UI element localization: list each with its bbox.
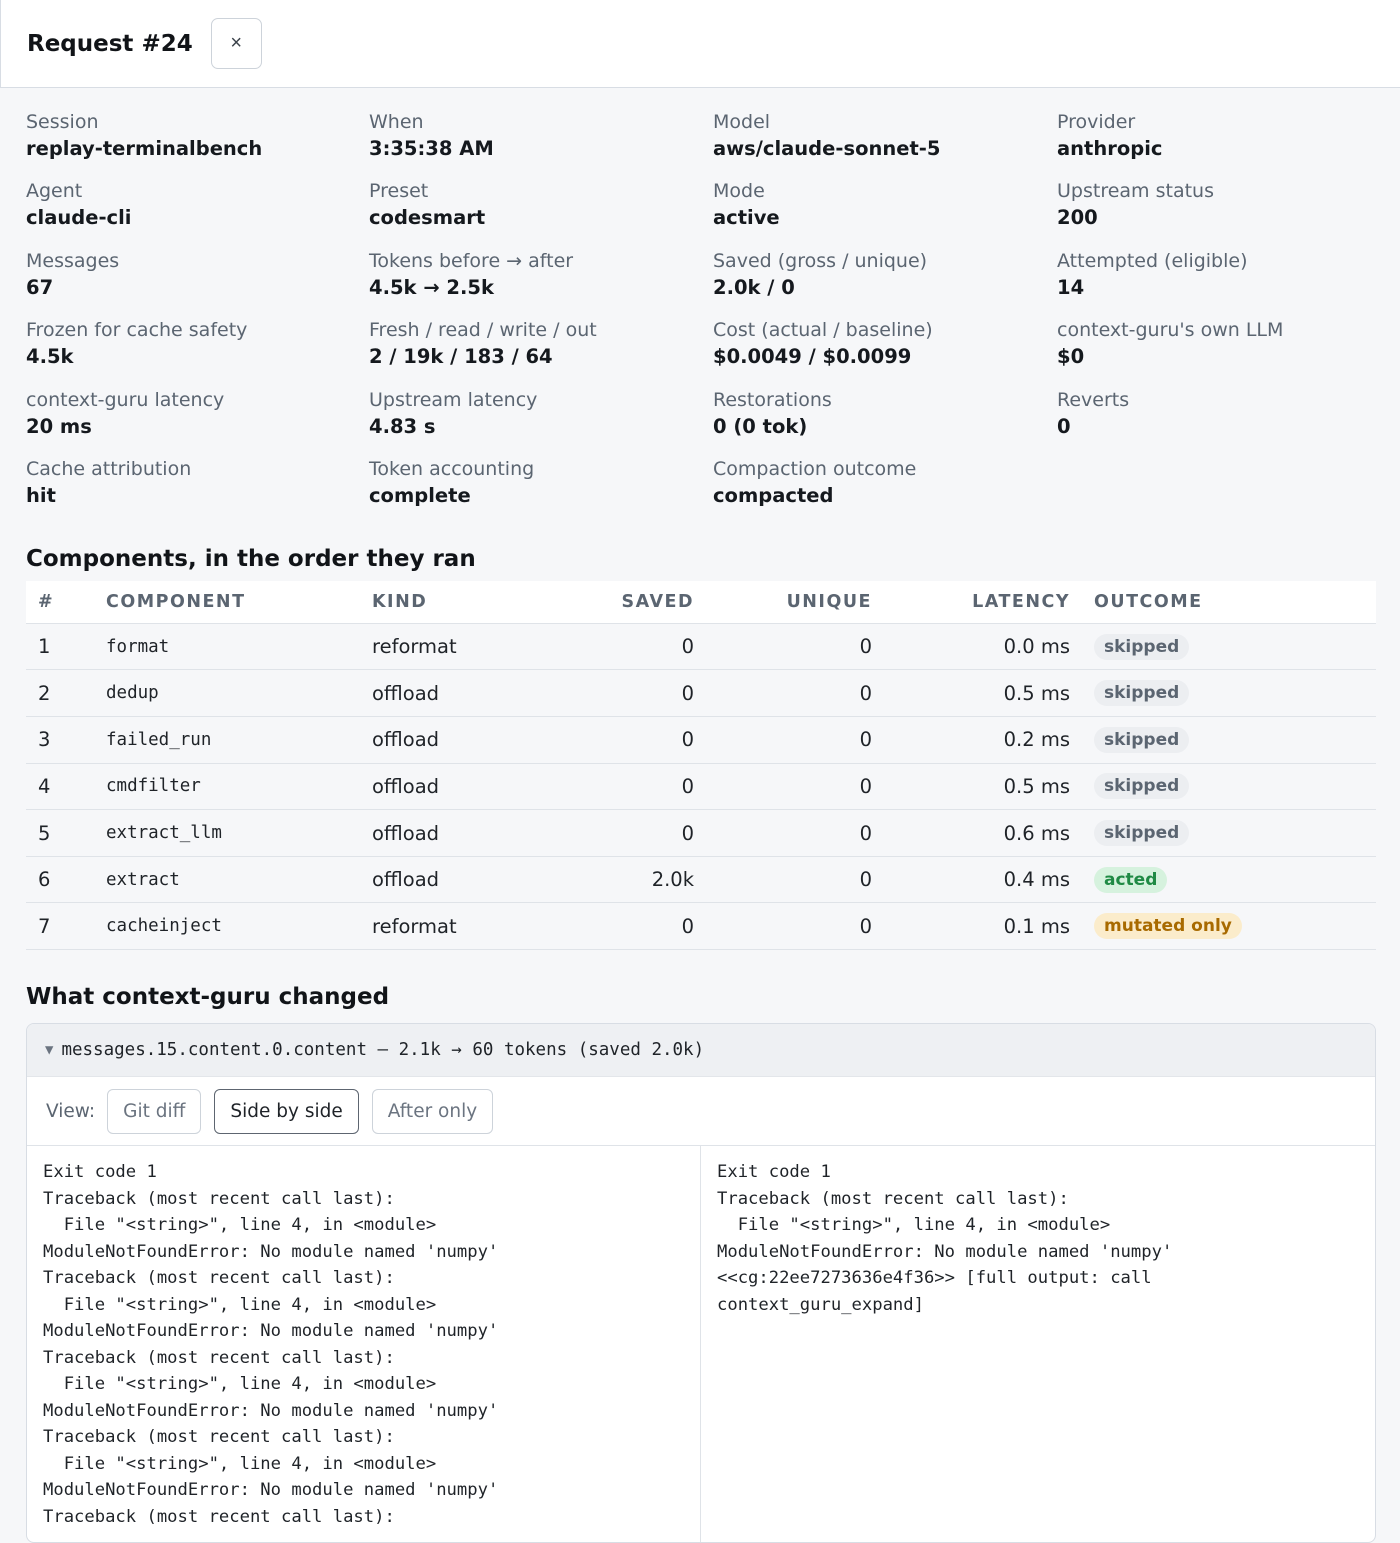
- table-row: [26, 623, 1376, 670]
- cell-saved: 2.0k: [552, 856, 694, 903]
- meta-value: 14: [1057, 275, 1085, 299]
- cell-component: format: [106, 623, 372, 670]
- meta-field: [1057, 249, 1377, 318]
- cell-outcome: [1070, 810, 1376, 857]
- meta-field: [369, 457, 713, 526]
- code-line: File "<string>", line 4, in <module>: [717, 1215, 1111, 1235]
- components-table: [26, 581, 1376, 950]
- meta-field: [369, 110, 713, 179]
- meta-value: 0: [1057, 414, 1071, 438]
- meta-label: Fresh / read / write / out: [369, 319, 597, 342]
- meta-field: [26, 110, 369, 179]
- cell-num: 1: [26, 623, 106, 670]
- meta-field: [713, 318, 1057, 387]
- cell-latency: 0.1 ms: [872, 903, 1070, 950]
- cell-saved: 0: [552, 810, 694, 857]
- meta-label: Restorations: [713, 388, 832, 411]
- header-unique: UNIQUE: [694, 581, 872, 623]
- cell-latency: 0.4 ms: [872, 856, 1070, 903]
- meta-value: 20 ms: [26, 414, 92, 438]
- header-component: COMPONENT: [106, 581, 372, 623]
- outcome-badge: acted: [1094, 867, 1167, 893]
- code-line: Traceback (most recent call last):: [43, 1506, 395, 1527]
- meta-label: Messages: [26, 249, 120, 272]
- header-num: #: [26, 581, 106, 623]
- code-line: Exit code 1: [717, 1162, 831, 1182]
- view-side-by-side-button[interactable]: Side by side: [214, 1089, 358, 1134]
- code-line: <<cg:22ee7273636e4f36>> [full output: call: [717, 1268, 1152, 1288]
- table-row: [26, 763, 1376, 810]
- cell-num: 2: [26, 670, 106, 717]
- code-line: Traceback (most recent call last):: [43, 1268, 395, 1288]
- cell-unique: 0: [694, 717, 872, 764]
- meta-label: Session: [26, 111, 99, 133]
- table-row: [26, 810, 1376, 857]
- code-line: ModuleNotFoundError: No module named 'numpy': [717, 1241, 1173, 1262]
- meta-field: [713, 457, 1057, 526]
- view-after-only-button[interactable]: After only: [372, 1089, 493, 1134]
- code-line: File "<string>", line 4, in <module>: [43, 1453, 437, 1474]
- cell-kind: offload: [372, 670, 552, 717]
- cell-saved: 0: [552, 903, 694, 950]
- cell-component: dedup: [106, 670, 372, 717]
- request-header: [0, 0, 1400, 88]
- meta-field: [369, 318, 713, 387]
- table-row: [26, 856, 1376, 903]
- cell-latency: 0.0 ms: [872, 623, 1070, 670]
- view-git-diff-button[interactable]: Git diff: [107, 1089, 201, 1134]
- meta-value: claude-cli: [26, 206, 132, 230]
- meta-label: Token accounting: [369, 457, 535, 480]
- cell-component: cacheinject: [106, 903, 372, 950]
- meta-label: Saved (gross / unique): [713, 249, 928, 272]
- code-line: File "<string>", line 4, in <module>: [43, 1374, 437, 1394]
- outcome-badge: skipped: [1094, 680, 1189, 706]
- cell-kind: offload: [372, 856, 552, 903]
- meta-field: [26, 318, 369, 387]
- cell-num: 5: [26, 810, 106, 857]
- diff-summary-toggle[interactable]: [27, 1024, 1375, 1077]
- meta-field: [1057, 318, 1377, 387]
- meta-label: Agent: [26, 180, 83, 203]
- meta-label: Attempted (eligible): [1057, 249, 1248, 272]
- cell-kind: offload: [372, 763, 552, 810]
- components-title: Components, in the order they ran: [26, 546, 476, 573]
- cell-outcome: [1070, 717, 1376, 764]
- meta-label: Model: [713, 111, 771, 133]
- close-button[interactable]: [211, 18, 262, 69]
- code-line: File "<string>", line 4, in <module>: [43, 1294, 437, 1315]
- outcome-badge: mutated only: [1094, 913, 1242, 939]
- cell-outcome: [1070, 763, 1376, 810]
- meta-field: [713, 388, 1057, 457]
- meta-field: [369, 179, 713, 248]
- meta-label: Cache attribution: [26, 457, 192, 480]
- code-line: Traceback (most recent call last):: [43, 1427, 395, 1447]
- table-row: [26, 717, 1376, 764]
- meta-field: [26, 249, 369, 318]
- view-label: View:: [46, 1100, 96, 1122]
- meta-label: Reverts: [1057, 388, 1130, 411]
- triangle-down-icon: ▼: [45, 1042, 54, 1058]
- cell-unique: 0: [694, 810, 872, 857]
- cell-unique: 0: [694, 903, 872, 950]
- cell-latency: 0.5 ms: [872, 763, 1070, 810]
- meta-field: [1057, 388, 1377, 457]
- code-line: ModuleNotFoundError: No module named 'numpy': [43, 1480, 499, 1500]
- header-saved: SAVED: [552, 581, 694, 623]
- code-line: Traceback (most recent call last):: [43, 1347, 395, 1368]
- outcome-badge: skipped: [1094, 773, 1189, 799]
- meta-field: [369, 388, 713, 457]
- outcome-badge: skipped: [1094, 727, 1189, 753]
- cell-unique: 0: [694, 856, 872, 903]
- cell-saved: 0: [552, 763, 694, 810]
- cell-kind: reformat: [372, 903, 552, 950]
- header-latency: LATENCY: [872, 581, 1070, 623]
- meta-label: Provider: [1057, 111, 1136, 133]
- cell-outcome: [1070, 856, 1376, 903]
- meta-value: 3:35:38 AM: [369, 137, 494, 160]
- cell-component: failed_run: [106, 717, 372, 764]
- cell-latency: 0.2 ms: [872, 717, 1070, 764]
- cell-num: 6: [26, 856, 106, 903]
- meta-value: complete: [369, 483, 471, 507]
- metadata-grid: [26, 88, 1376, 526]
- code-line: context_guru_expand]: [717, 1294, 924, 1315]
- meta-value: 4.5k: [26, 345, 74, 369]
- diff-summary-text: messages.15.content.0.content — 2.1k → 60 tokens (saved 2.0k): [61, 1040, 705, 1060]
- meta-value: replay-terminalbench: [26, 137, 263, 160]
- components-table-body: [26, 623, 1376, 949]
- meta-field: [369, 249, 713, 318]
- meta-value: hit: [26, 483, 56, 507]
- request-title: Request #24: [27, 30, 193, 57]
- meta-label: When: [369, 111, 424, 133]
- meta-value: $0: [1057, 345, 1085, 369]
- header-kind: KIND: [372, 581, 552, 623]
- code-line: ModuleNotFoundError: No module named 'numpy': [43, 1241, 499, 1262]
- meta-label: Upstream status: [1057, 180, 1214, 203]
- code-line: Traceback (most recent call last):: [717, 1188, 1069, 1209]
- meta-value: $0.0049 / $0.0099: [713, 345, 912, 369]
- header-outcome: OUTCOME: [1070, 581, 1376, 623]
- meta-value: codesmart: [369, 206, 486, 230]
- cell-latency: 0.6 ms: [872, 810, 1070, 857]
- meta-field: [713, 179, 1057, 248]
- cell-unique: 0: [694, 763, 872, 810]
- table-row: [26, 903, 1376, 950]
- table-row: [26, 670, 1376, 717]
- meta-label: context-guru's own LLM: [1057, 319, 1284, 342]
- meta-field: [713, 110, 1057, 179]
- meta-value: 0 (0 tok): [713, 414, 808, 438]
- meta-value: 67: [26, 275, 54, 299]
- meta-label: context-guru latency: [26, 388, 225, 411]
- cell-outcome: [1070, 623, 1376, 670]
- meta-value: 2.0k / 0: [713, 275, 795, 299]
- code-line: File "<string>", line 4, in <module>: [43, 1215, 437, 1235]
- meta-field: [713, 249, 1057, 318]
- meta-label: Compaction outcome: [713, 457, 917, 480]
- meta-label: Preset: [369, 180, 429, 203]
- meta-label: Cost (actual / baseline): [713, 319, 933, 342]
- meta-label: Mode: [713, 180, 765, 203]
- code-line: Exit code 1: [43, 1162, 157, 1182]
- code-line: ModuleNotFoundError: No module named 'numpy': [43, 1400, 499, 1421]
- close-icon: ×: [230, 32, 243, 54]
- meta-value: 2 / 19k / 183 / 64: [369, 345, 553, 369]
- cell-num: 4: [26, 763, 106, 810]
- diff-panes: [27, 1146, 1375, 1543]
- cell-kind: offload: [372, 717, 552, 764]
- cell-unique: 0: [694, 670, 872, 717]
- meta-value: aws/claude-sonnet-5: [713, 137, 941, 160]
- meta-label: Tokens before → after: [369, 249, 574, 272]
- cell-unique: 0: [694, 623, 872, 670]
- meta-field: [1057, 179, 1377, 248]
- outcome-badge: skipped: [1094, 820, 1189, 846]
- meta-value: 4.5k → 2.5k: [369, 275, 494, 299]
- cell-component: cmdfilter: [106, 763, 372, 810]
- cell-saved: 0: [552, 670, 694, 717]
- meta-value: active: [713, 206, 780, 230]
- changes-title: What context-guru changed: [26, 984, 390, 1010]
- meta-field: [1057, 110, 1377, 179]
- after-pane: [701, 1146, 1375, 1543]
- view-selector: [27, 1077, 1375, 1146]
- code-line: ModuleNotFoundError: No module named 'numpy': [43, 1321, 499, 1341]
- meta-value: 4.83 s: [369, 414, 436, 438]
- cell-component: extract: [106, 856, 372, 903]
- meta-field: [26, 457, 369, 526]
- meta-value: anthropic: [1057, 137, 1163, 160]
- cell-latency: 0.5 ms: [872, 670, 1070, 717]
- cell-kind: offload: [372, 810, 552, 857]
- cell-component: extract_llm: [106, 810, 372, 857]
- meta-value: 200: [1057, 206, 1098, 230]
- outcome-badge: skipped: [1094, 634, 1189, 660]
- diff-panel: [26, 1023, 1376, 1543]
- meta-label: Upstream latency: [369, 388, 538, 411]
- cell-outcome: [1070, 903, 1376, 950]
- request-details: [0, 88, 1400, 1543]
- cell-num: 7: [26, 903, 106, 950]
- cell-saved: 0: [552, 623, 694, 670]
- meta-field: [26, 388, 369, 457]
- meta-label: Frozen for cache safety: [26, 319, 248, 342]
- code-line: Traceback (most recent call last):: [43, 1188, 395, 1209]
- cell-kind: reformat: [372, 623, 552, 670]
- meta-field: [26, 179, 369, 248]
- meta-value: compacted: [713, 483, 834, 507]
- cell-outcome: [1070, 670, 1376, 717]
- before-pane: [27, 1146, 701, 1543]
- cell-num: 3: [26, 717, 106, 764]
- table-header-row: [26, 581, 1376, 623]
- cell-saved: 0: [552, 717, 694, 764]
